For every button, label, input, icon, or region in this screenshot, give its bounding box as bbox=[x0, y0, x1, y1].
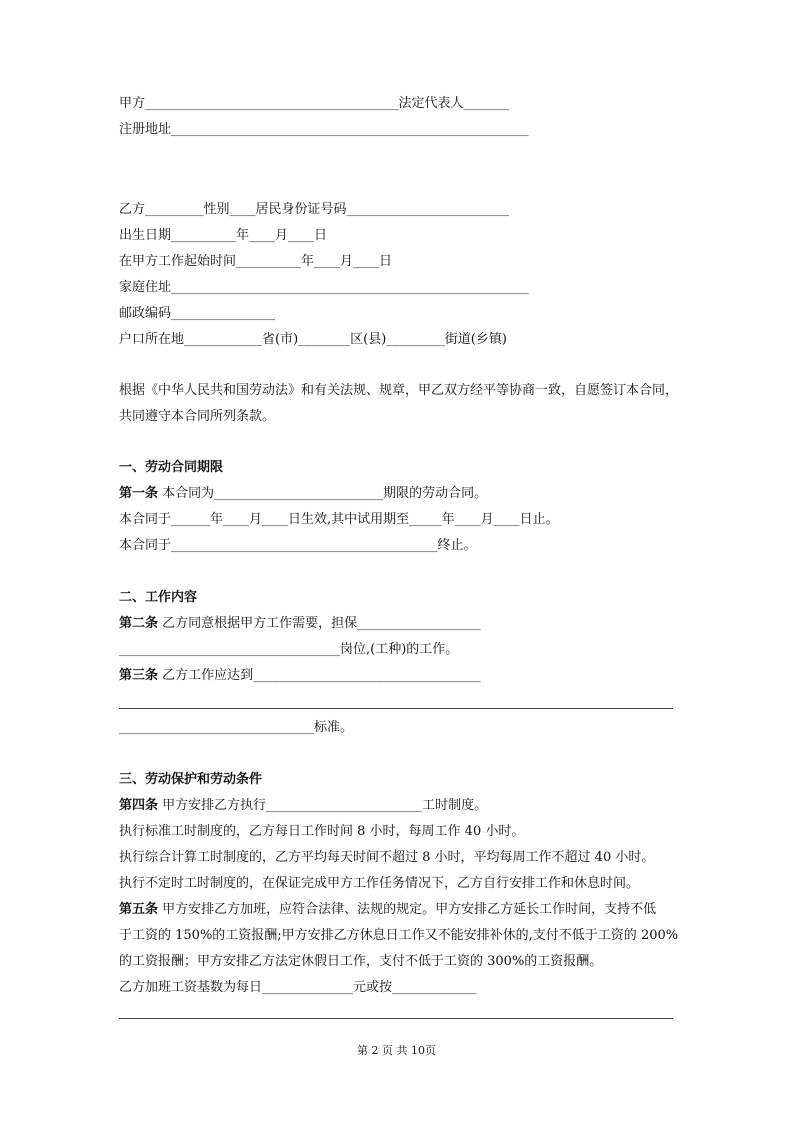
article-2 bbox=[119, 615, 481, 633]
intro-line-2: 共同遵守本合同所列条款。 bbox=[119, 409, 276, 424]
blank-fill-line bbox=[119, 708, 673, 709]
hukou-line: 户口所在地____________省(市)________区(县)_________街道(乡镇) bbox=[119, 332, 507, 347]
overtime-pay-line-2: 的工资报酬；甲方安排乙方法定休假日工作，支付不低于工资的 300%的工资报酬。 bbox=[119, 954, 603, 969]
party-a-address-line: 注册地址_______________________________________________________ bbox=[119, 122, 529, 137]
party-b-line: 乙方_________性别____居民身份证号码_________________________ bbox=[119, 202, 510, 217]
contract-effective-line: 本合同于______年____月____日生效,其中试用期至_____年____月____日止。 bbox=[119, 512, 559, 527]
page-footer: 第 2 页 共 10页 bbox=[357, 1044, 436, 1057]
article-5 bbox=[119, 901, 656, 919]
article-3-text: 乙方工作应达到___________________________________ bbox=[158, 668, 481, 683]
article-1-text: 本合同为__________________________期限的劳动合同。 bbox=[158, 486, 488, 501]
article-2-text: 乙方同意根据甲方工作需要，担保___________________ bbox=[158, 616, 481, 631]
section-1-heading: 一、劳动合同期限 bbox=[119, 460, 224, 475]
article-5-label: 第五条 bbox=[119, 902, 159, 917]
overtime-base-line: 乙方加班工资基数为每日______________元或按_____________ bbox=[119, 980, 477, 995]
section-3-heading: 三、劳动保护和劳动条件 bbox=[119, 772, 263, 787]
article-4-label: 第四条 bbox=[119, 798, 159, 813]
contract-end-line: 本合同于_________________________________________终止。 bbox=[119, 538, 477, 553]
article-2-label: 第二条 bbox=[119, 616, 159, 631]
flexible-hours-line: 执行不定时工时制度的，在保证完成甲方工作任务情况下，乙方自行安排工作和休息时间。 bbox=[119, 876, 640, 891]
article-1 bbox=[119, 485, 487, 503]
article-4 bbox=[119, 797, 487, 815]
intro-line-1: 根据《中华人民共和国劳动法》和有关法规、规章，甲乙双方经平等协商一致，自愿签订本合同， bbox=[119, 383, 679, 398]
section-2-heading: 二、工作内容 bbox=[119, 590, 198, 605]
birth-date-line: 出生日期__________年____月____日 bbox=[119, 228, 328, 243]
article-4-text: 甲方安排乙方执行________________________工时制度。 bbox=[158, 798, 488, 813]
standard-hours-line: 执行标准工时制度的，乙方每日工作时间 8 小时，每周工作 40 小时。 bbox=[119, 824, 525, 839]
party-a-line: 甲方_______________________________________法定代表人_______ bbox=[119, 96, 510, 111]
postal-code-line: 邮政编码________________ bbox=[119, 306, 276, 321]
overtime-pay-line-1: 于工资的 150%的工资报酬;甲方安排乙方休息日工作又不能安排补休的,支付不低于工资的 200% bbox=[119, 928, 679, 943]
article-3 bbox=[119, 667, 481, 685]
article-2-continued: __________________________________岗位,(工种)的工作。 bbox=[119, 642, 459, 657]
article-3-end: ______________________________标准。 bbox=[119, 720, 354, 735]
article-5-text: 甲方安排乙方加班，应符合法律、法规的规定。甲方安排乙方延长工作时间，支持不低 bbox=[158, 902, 657, 917]
article-1-label: 第一条 bbox=[119, 486, 159, 501]
blank-fill-line bbox=[119, 1018, 673, 1019]
home-address-line: 家庭住址_______________________________________________________ bbox=[119, 280, 529, 295]
comprehensive-hours-line: 执行综合计算工时制度的，乙方平均每天时间不超过 8 小时，平均每周工作不超过 40 小时。 bbox=[119, 850, 655, 865]
start-date-line: 在甲方工作起始时间__________年____月____日 bbox=[119, 254, 393, 269]
article-3-label: 第三条 bbox=[119, 668, 159, 683]
